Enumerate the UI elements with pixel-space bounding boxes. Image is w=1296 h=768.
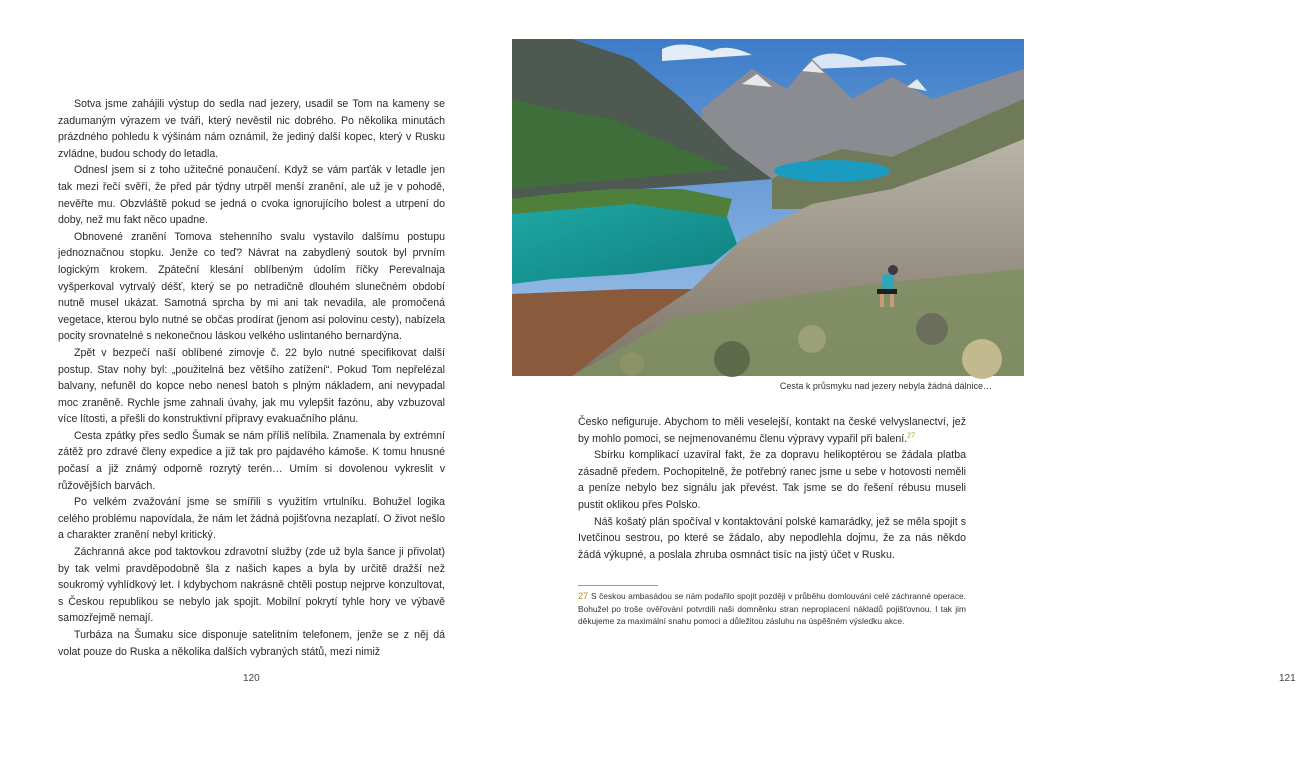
paragraph: Sotva jsme zahájili výstup do sedla nad jezery, usadil se Tom na kameny se zadumaným výrazem ve tváři, který nevěstil nic dobrého. Po několika minutách prázdného pohledu k výšinám nám oznámil, že jediný další kopec, který v Rusku zvládne, budou schody do letadla. <box>58 98 445 160</box>
paragraph <box>578 414 966 447</box>
footnote-number: 27 <box>578 591 589 601</box>
left-page <box>0 0 512 768</box>
footnote-ref: 27 <box>907 432 915 440</box>
footnote-text: S českou ambasádou se nám podařilo spojit později v průběhu domlouvání celé záchranné operace. Bohužel po troše ověřování potvrdili naši domněnku stran neproplacení nákladů pojišťovnou. I tak jim děkujeme za maximální snahu pomoci a důležitou zásluhu na úspěšném výsledku akce. <box>578 591 966 627</box>
paragraph: Záchranná akce pod taktovkou zdravotní služby (zde už byla šance ji přivolat) by tak velmi pravděpodobně šla z našich kapes a byla by určitě dražší než soukromý vyhlídkový let. I kdybychom nakrásně chtěli postup nejprve konzultovat, s Českou republikou se nebylo jak spojit. Mobilní pokrytí tyhle hory ve výbavě samozřejmě nemají. <box>58 546 445 625</box>
photo-illustration <box>512 39 1024 376</box>
page-number: 121 <box>1279 673 1296 684</box>
footnote-divider <box>578 585 658 586</box>
right-text-column <box>578 414 966 563</box>
paragraph: Náš košatý plán spočíval v kontaktování polské kamarádky, jež se měla spojit s Ivetčinou sestrou, po které se žádalo, aby nepodlehla dojmu, že za nás někdo žádá výkupné, a poslala zhruba osmnáct tisíc na jistý účet v Rusku. <box>578 515 966 561</box>
paragraph-text: Česko nefiguruje. Abychom to měli veselejší, kontakt na české velvyslanectví, jež by mohlo pomoci, se nejmenovanému členu výpravy vypařil při balení. <box>578 416 966 445</box>
photo-caption: Cesta k průsmyku nad jezery nebyla žádná dálnice… <box>779 381 992 391</box>
left-text-column <box>58 96 445 660</box>
paragraph: Odnesl jsem si z toho užitečné ponaučení. Když se vám parťák v letadle jen tak mezi řečí svěří, že před pár týdny utrpěl menší zranění, ale už je v pohodě, nevěřte mu. Obzvláště pokud se jedná o cvoka ignorujícího bolest a utrpení do doby, než mu fakt něco upadne. <box>58 164 445 227</box>
paragraph: Cesta zpátky přes sedlo Šumak se nám příliš nelíbila. Znamenala by extrémní zátěž pro zdravé členy expedice a již tak pro pajdavého kámoše. K tomu hnusné počasí a již známý odporně rozrytý terén… Umím si dovolenou vykreslit v růžovějších barvách. <box>58 429 445 492</box>
right-page <box>512 0 1296 768</box>
footnote <box>578 590 966 628</box>
mountain-lake-photo <box>512 39 1024 376</box>
paragraph: Po velkém zvažování jsme se smířili s využitím vrtulníku. Bohužel logika celého problému napovídala, že nám let žádná pojišťovna nezaplatí. O život nešlo a charakter zranění nebyl kritický. <box>58 496 445 542</box>
paragraph: Obnovené zranění Tomova stehenního svalu vystavilo dalšímu postupu jednoznačnou stopku. Jenže co teď? Návrat na zabydlený soutok byl prvním logickým krokem. Zpáteční klesání oblíbeným údolím říčky Perevalnaja vyšperkoval vytrvalý déšť, který se po netradičně dlouhém slunečném období nutně musel ukázat. Samotná sprcha by mi ani tak nevadila, ale promočená vegetace, kterou bylo nutné se občas prodírat (jenom asi polovinu cesty), nabízela pocity srovnatelné s nekonečnou láskou velkého uslintaného bernardýna. <box>58 230 445 343</box>
paragraph: Turbáza na Šumaku sice disponuje satelitním telefonem, jenže se z něj dá volat pouze do Ruska a několika dalších vybraných států, mezi nimiž <box>58 629 445 658</box>
paragraph: Sbírku komplikací uzavíral fakt, že za dopravu helikoptérou se žádala platba zásadně předem. Pochopitelně, že potřebný ranec jsme u sebe v hotovosti neměli a peníze nebylo bez signálu jak převést. Tak jsme se do řešení rébusu museli pustit oklikou přes Polsko. <box>578 449 966 511</box>
paragraph: Zpět v bezpečí naší oblíbené zimovje č. 22 bylo nutné specifikovat další postup. Stav nohy byl: „použitelná bez většího zatížení“. Pokud Tom nepřelézal balvany, nefuněl do kopce nebo nenesl batoh s plným nákladem, ani nevypadal moc zraněně. Rychle jsme zahnali úvahy, jak mu vylepšit fazónu, aby vzbuzoval více lítosti, a přešli do konstruktivní přípravy evakuačního plánu. <box>58 346 445 426</box>
page-number: 120 <box>243 673 260 684</box>
